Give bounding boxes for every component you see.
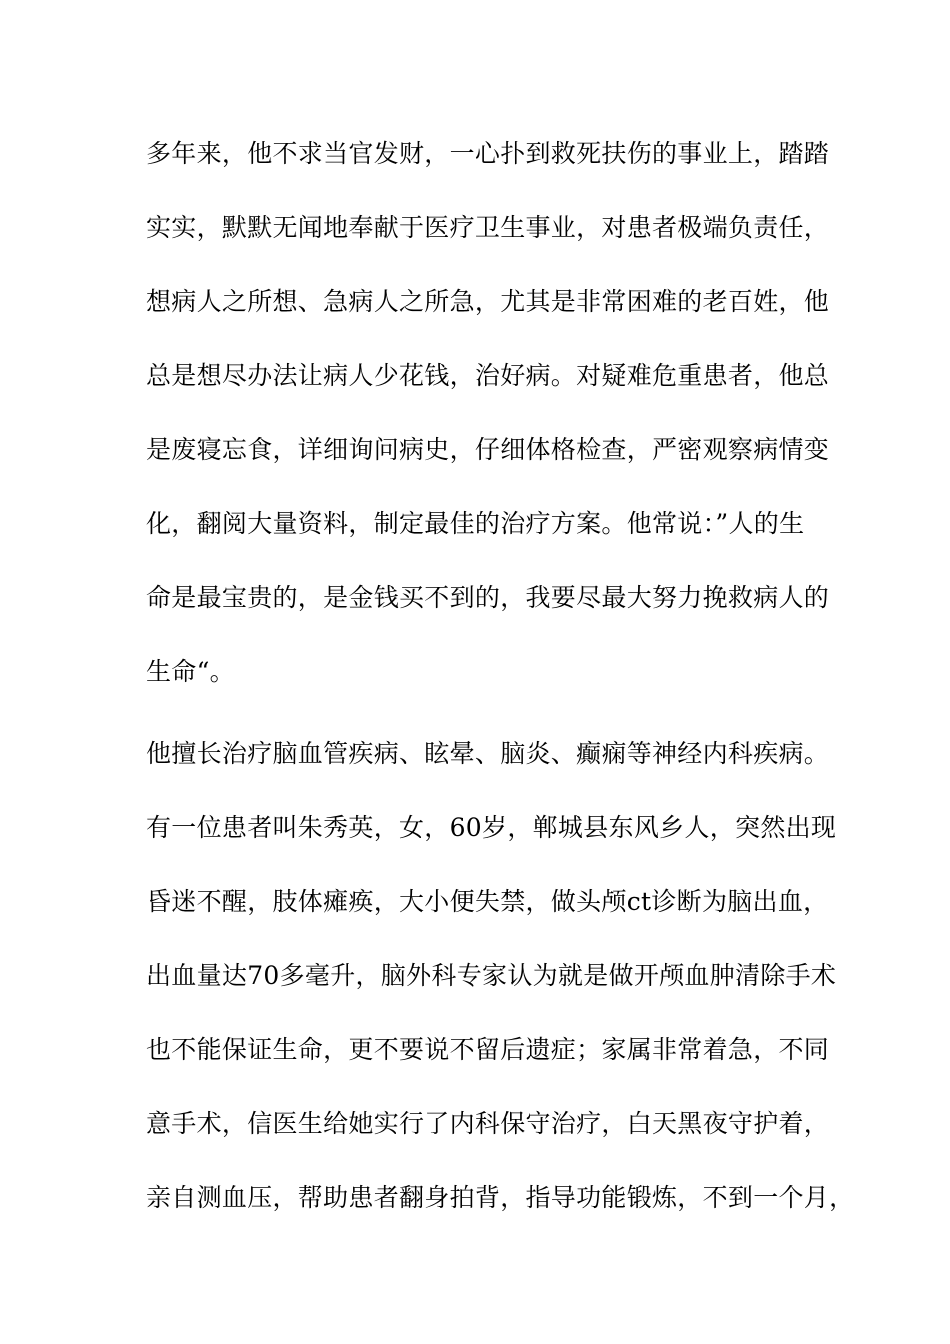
text-line: 想病人之所想、急病人之所急，尤其是非常困难的老百姓，他: [146, 287, 830, 316]
text-line: 昏迷不醒，肢体瘫痪，大小便失禁，做头颅ct诊断为脑出血，: [146, 887, 829, 916]
text-line: 他擅长治疗脑血管疾病、眩晕、脑炎、癫痫等神经内科疾病。: [146, 739, 830, 768]
text-line: 多年来，他不求当官发财，一心扑到救死扶伤的事业上，踏踏: [146, 139, 830, 168]
text-line: 生命“。: [146, 657, 235, 686]
text-line: 命是最宝贵的，是金钱买不到的，我要尽最大努力挽救病人的: [146, 583, 830, 612]
text-line: 出血量达70多毫升，脑外科专家认为就是做开颅血肿清除手术: [146, 961, 837, 990]
body-text: [146, 134, 855, 1252]
text-line: 亲自测血压，帮助患者翻身拍背，指导功能锻炼，不到一个月，: [146, 1183, 855, 1212]
text-line: 是废寝忘食，详细询问病史，仔细体格检查，严密观察病情变: [146, 435, 830, 464]
text-line: 实实，默默无闻地奉献于医疗卫生事业，对患者极端负责任，: [146, 213, 830, 242]
text-line: 化，翻阅大量资料，制定最佳的治疗方案。他常说：”人的生: [146, 509, 805, 538]
text-line: 有一位患者叫朱秀英，女，60岁，郸城县东风乡人，突然出现: [146, 813, 837, 842]
text-line: 也不能保证生命，更不要说不留后遗症；家属非常着急，不同: [146, 1035, 830, 1064]
text-line: 意手术，信医生给她实行了内科保守治疗，白天黑夜守护着，: [146, 1109, 830, 1138]
text-line: 总是想尽办法让病人少花钱，治好病。对疑难危重患者，他总: [146, 361, 830, 390]
